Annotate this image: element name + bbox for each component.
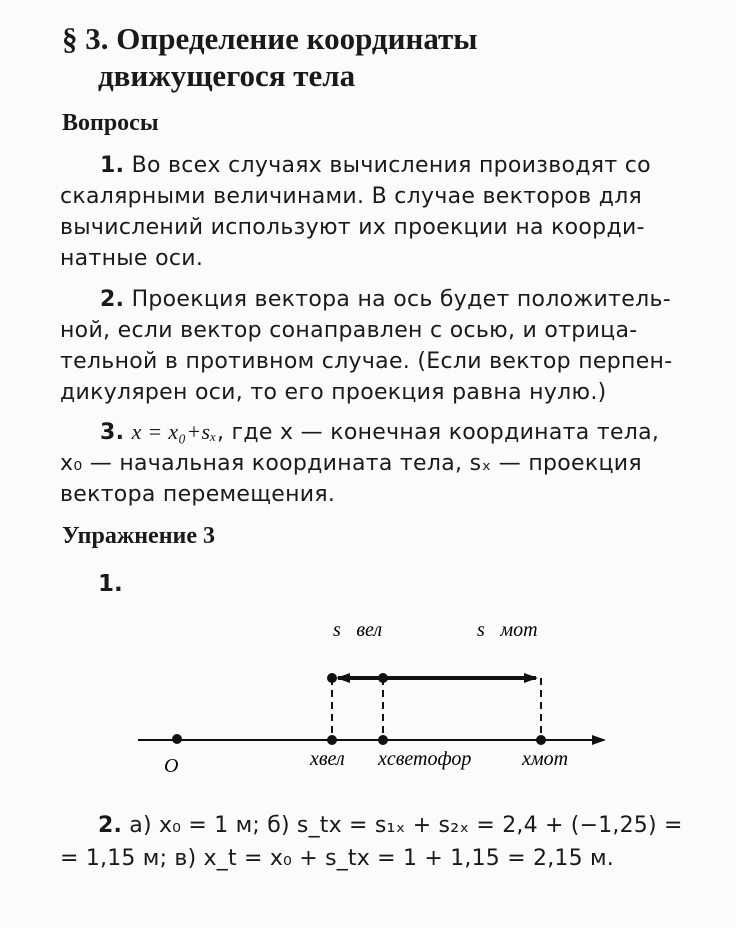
task-2-answer [60, 809, 710, 875]
point-mot [536, 735, 546, 745]
task-2-number: 2. [98, 813, 123, 838]
answer-1-number: 1. [100, 153, 125, 178]
answer-3-line: , где x — конечная координата тела, [216, 420, 660, 445]
answer-3-formula: x = x₀+sₓ [131, 419, 217, 444]
section-heading [62, 20, 702, 94]
answer-1-line: натные оси. [60, 246, 204, 271]
answer-1-line: Во всех случаях вычисления производят со [131, 153, 651, 178]
task-2-line: а) x₀ = 1 м; б) s_tx = s₁ₓ + s₂ₓ = 2,4 + (−1,25) = [129, 813, 683, 838]
label-vector-vel: s⃗вел [333, 619, 383, 641]
answer-3 [60, 416, 700, 510]
point-origin [172, 734, 182, 744]
point-vel [327, 735, 337, 745]
point-vel-top [327, 673, 337, 683]
answer-1-line: вычислений используют их проекции на коорди- [60, 215, 645, 240]
label-vector-mot: s⃗мот [477, 619, 538, 641]
answer-2-line: дикулярен оси, то его проекция равна нулю.) [60, 380, 607, 405]
questions-title: Вопросы [62, 110, 159, 136]
answer-2 [60, 284, 700, 408]
coordinate-diagram [0, 600, 736, 780]
answer-3-number: 3. [100, 420, 125, 445]
heading-line-2: движущегося тела [98, 58, 356, 93]
answer-3-line: вектора перемещения. [60, 482, 336, 507]
answer-1-line: скалярными величинами. В случае векторов для [60, 184, 643, 209]
answer-2-number: 2. [100, 287, 125, 312]
task-1-number: 1. [98, 571, 123, 597]
label-x-mot: xмот [522, 748, 569, 770]
exercise-title: Упражнение 3 [62, 523, 216, 549]
heading-line-1: § 3. Определение координаты [62, 21, 478, 56]
task-2-line: = 1,15 м; в) x_t = x₀ + s_tx = 1 + 1,15 = 2,15 м. [60, 846, 614, 871]
answer-1 [60, 150, 700, 274]
point-light [378, 735, 388, 745]
point-light-top [378, 673, 388, 683]
answer-3-line: x₀ — начальная координата тела, sₓ — проекция [60, 451, 642, 476]
answer-2-line: тельной в противном случае. (Если вектор перпен- [60, 349, 673, 374]
label-x-vel: xвел [310, 748, 345, 770]
answer-2-line: ной, если вектор сонаправлен с осью, и отрица- [60, 318, 638, 343]
label-origin: O [164, 755, 179, 777]
label-x-light: xсветофор [378, 748, 472, 770]
answer-2-line: Проекция вектора на ось будет положитель- [131, 287, 671, 312]
